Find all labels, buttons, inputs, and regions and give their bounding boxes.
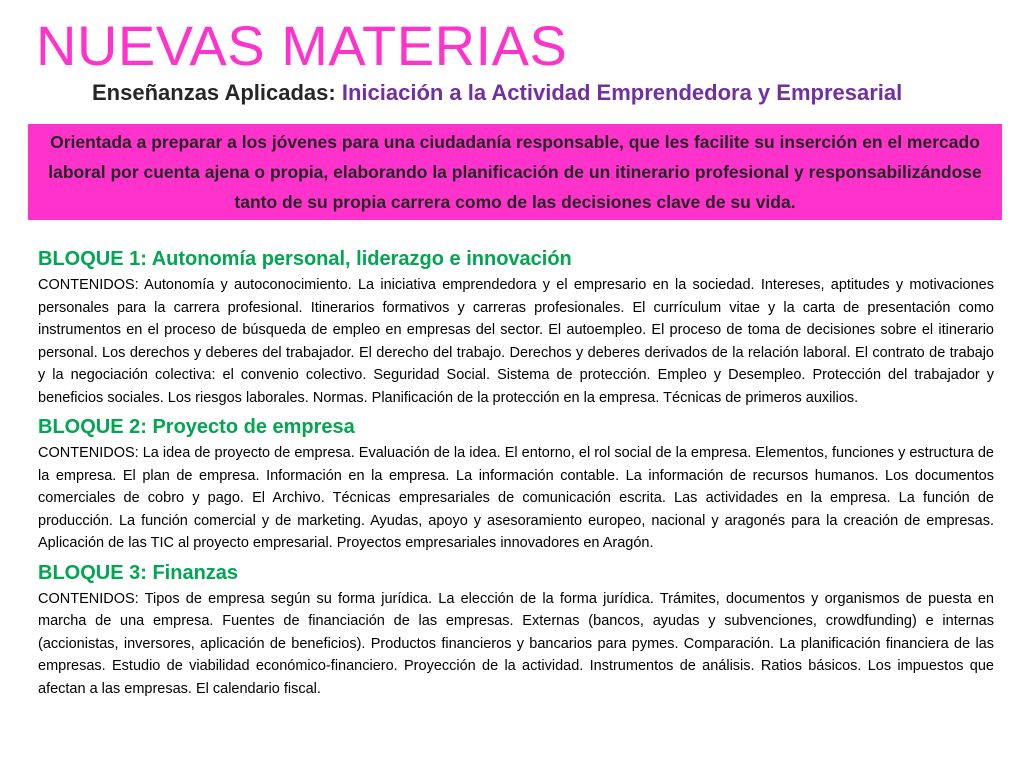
block-3 — [38, 558, 994, 701]
block-2-contents: CONTENIDOS: La idea de proyecto de empresa. Evaluación de la idea. El entorno, el rol social de la empresa. Elementos, funciones y estructura de la empresa. El plan de empresa. Información en la empresa. La información contable. La información de recursos humanos. Los documentos comerciales de cobro y pago. El Archivo. Técnicas empresariales de comunicación escrita. Las actividades en la empresa. La función de producción. La función comercial y de marketing. Ayudas, apoyo y asesoramiento europeo, nacional y aragonés para la creación de empresas. Aplicación de las TIC al proyecto empresarial. Proyectos empresariales innovadores en Aragón. — [38, 445, 994, 551]
block-1-heading: BLOQUE 1: Autonomía personal, liderazgo e innovación — [38, 248, 572, 270]
block-3-contents: CONTENIDOS: Tipos de empresa según su forma jurídica. La elección de la forma jurídica. Trámites, documentos y organismos de puesta en marcha de una empresa. Fuentes de financiación de las empresas. Externas (bancos, ayudas y subvenciones, crowdfunding) e internas (accionistas, inversores, aplicación de beneficios). Productos financieros y bancarios para pymes. Comparación. La planificación financiera de las empresas. Estudio de viabilidad económico-financiero. Proyección de la actividad. Instrumentos de análisis. Ratios básicos. Los impuestos que afectan a las empresas. El calendario fiscal. — [38, 590, 994, 697]
block-3-heading: BLOQUE 3: Finanzas — [38, 561, 239, 584]
block-2-heading: BLOQUE 2: Proyecto de empresa — [38, 416, 355, 438]
objective-banner — [28, 124, 1002, 220]
page-title: NUEVAS MATERIAS — [36, 14, 568, 77]
block-1-contents: CONTENIDOS: Autonomía y autoconocimiento. La iniciativa emprendedora y el empresario en la sociedad. Intereses, aptitudes y motivaciones personales para la carrera profesional. Itinerarios formativos y carreras profesionales. El currículum vitae y la carta de presentación como instrumentos en el proceso de búsqueda de empleo en empresas del sector. El autoempleo. El proceso de toma de decisiones sobre el itinerario personal. Los derechos y deberes del trabajador. El derecho del trabajo. Derechos y deberes derivados de la relación laboral. El contrato de trabajo y la negociación colectiva: el convenio colectivo. Seguridad Social. Sistema de protección. Empleo y Desempleo. Protección del trabajador y beneficios sociales. Los riesgos laborales. Normas. Planificación de la protección en la empresa. Técnicas de primeros auxilios. — [38, 277, 994, 406]
subtitle-lead: Enseñanzas Aplicadas: — [92, 80, 336, 105]
subtitle — [92, 76, 902, 110]
objective-text: Orientada a preparar a los jóvenes para una ciudadanía responsable, que les facilite su inserción en el mercado laboral por cuenta ajena o propia, elaborando la planificación de un itinerario profesional y responsabilizándose tanto de su propia carrera como de las decisiones clave de su vida. — [48, 132, 982, 212]
subtitle-course: Iniciación a la Actividad Emprendedora y Empresarial — [341, 80, 903, 105]
block-2 — [38, 412, 994, 555]
block-1 — [38, 244, 994, 409]
blocks-section — [38, 244, 994, 703]
